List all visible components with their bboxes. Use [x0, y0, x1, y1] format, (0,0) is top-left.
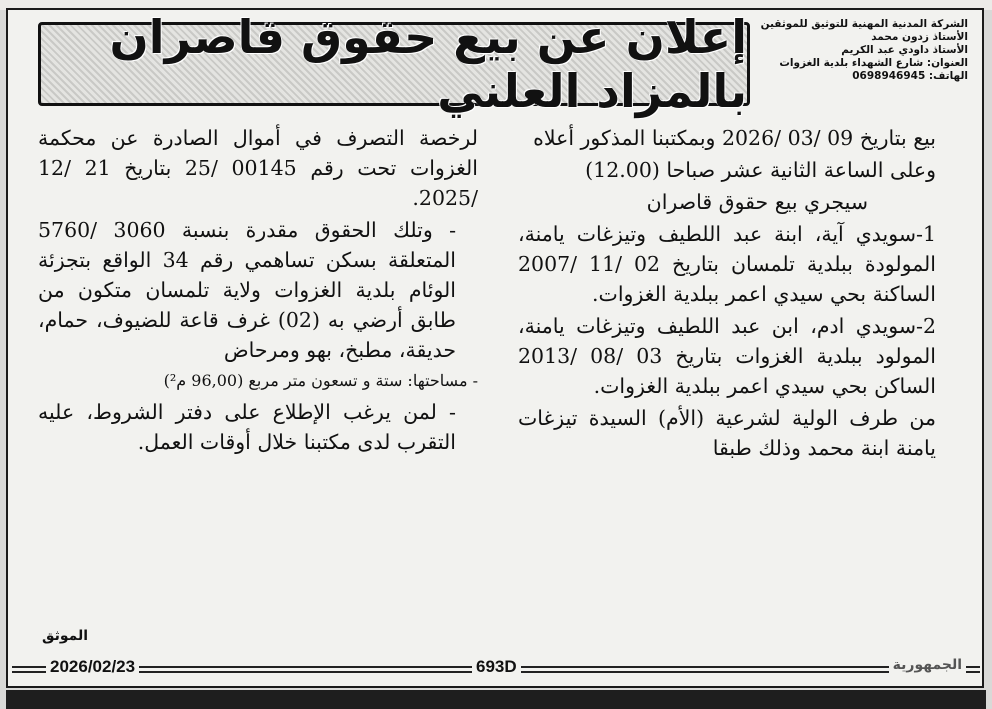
sale-subject-paragraph: سيجري بيع حقوق قاصران [646, 190, 868, 214]
title-banner [38, 10, 750, 118]
notice-body [38, 123, 958, 623]
footer-code: 693D [472, 657, 521, 677]
sale-time-paragraph: وعلى الساعة الثانية عشر صباحا (12.00) [585, 158, 936, 182]
right-column [518, 123, 958, 465]
office-line: العنوان: شارع الشهداء بلدية الغزوات [779, 57, 968, 69]
page-bottom-band [6, 690, 986, 709]
rights-paragraph: - وتلك الحقوق مقدرة بنسبة 3060 /5760 المتعلقة بسكن تساهمي رقم 34 الواقع بتجزئة الوئام بلدية الغزوات ولاية تلمسان متكون من طابق أرضي به (02) غرف قاعة للضيوف، حمام، حديقة، مطبخ، بهو ومرحاض [38, 218, 456, 362]
office-line: الهاتف: 0698946945 [852, 70, 968, 82]
legal-notice-frame [6, 8, 984, 688]
minor-1-paragraph: 1-سويدي آية، ابنة عبد اللطيف وتيزغات يامنة، المولودة ببلدية تلمسان بتاريخ 02 /11 /2007 الساكنة بحي سيدي اعمر ببلدية الغزوات. [518, 222, 936, 306]
footer-date: 2026/02/23 [46, 657, 139, 677]
notice-title: إعلان عن بيع حقوق قاصران بالمزاد العلني [109, 10, 747, 118]
license-paragraph: لرخصة التصرف في أموال الصادرة عن محكمة الغزوات تحت رقم 00145 /25 بتاريخ 21 /12 /2025. [38, 126, 478, 210]
office-line: الشركة المدنية المهنية للتوثيق للموثقين [760, 18, 968, 30]
notice-footer [12, 655, 980, 683]
minor-2-paragraph: 2-سويدي ادم، ابن عبد اللطيف وتيزغات يامنة، المولود ببلدية الغزوات بتاريخ 03 /08 /2013 الساكن بحي سيدي اعمر ببلدية الغزوات. [518, 314, 936, 398]
conditions-paragraph: - لمن يرغب الإطلاع على دفتر الشروط، عليه التقرب لدى مكتبنا خلال أوقات العمل. [38, 400, 456, 454]
office-line: الأستاذ زدون محمد [871, 31, 968, 43]
area-paragraph: - مساحتها: ستة و تسعون متر مربع (96,00 م²) [163, 371, 478, 390]
office-line: الأستاذ داودي عبد الكريم [841, 44, 968, 56]
sale-date-paragraph: بيع بتاريخ 09 /03 /2026 وبمكتبنا المذكور أعلاه [533, 126, 936, 150]
left-column [38, 123, 478, 459]
footer-newspaper-name: الجمهورية [889, 657, 966, 673]
notary-office-info [758, 18, 968, 83]
notice-header [38, 10, 968, 118]
notary-signature: الموثق [42, 628, 89, 644]
guardian-paragraph: من طرف الولية لشرعية (الأم) السيدة تيزغات يامنة ابنة محمد وذلك طبقا [518, 406, 936, 460]
